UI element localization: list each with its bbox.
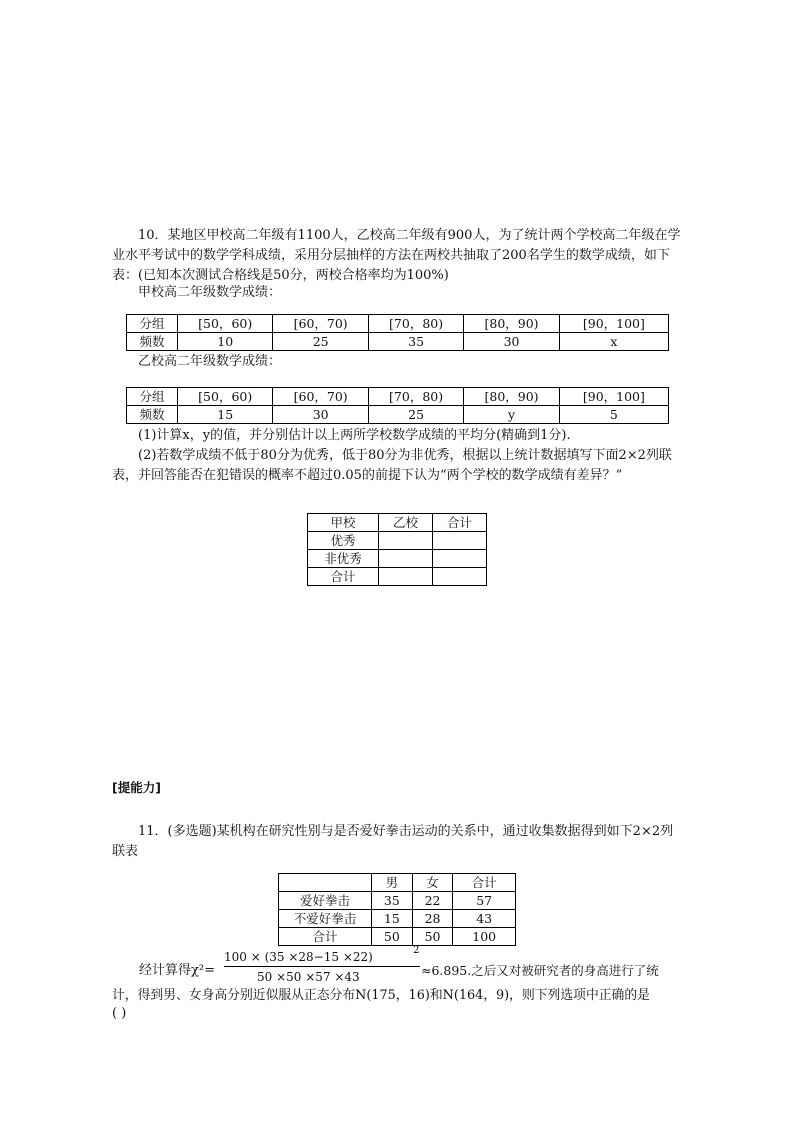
- cell: 非优秀: [308, 550, 379, 568]
- cell: x: [559, 333, 668, 351]
- cell: [60，70): [273, 388, 368, 406]
- formula-suffix: ≈6.895.之后又对被研究者的身高进行了统: [421, 963, 659, 978]
- table1-caption: 甲校高二年级数学成绩：: [138, 285, 282, 300]
- table-row: [279, 928, 516, 946]
- cell: 25: [368, 406, 463, 424]
- cell: 50: [412, 928, 453, 946]
- cell: [379, 532, 433, 550]
- cell: 分组: [127, 388, 178, 406]
- table2-caption: 乙校高二年级数学成绩：: [138, 354, 282, 369]
- cell: 10: [178, 333, 273, 351]
- cell: 合计: [308, 568, 379, 586]
- cell: [433, 550, 487, 568]
- cell: 乙校: [379, 514, 433, 532]
- cell: [60，70): [273, 315, 368, 333]
- cell: 57: [453, 892, 516, 910]
- table-jia-scores: [126, 314, 669, 351]
- q11-line2: 计，得到男、女身高分别近似服从正态分布N(175，16)和N(164，9)，则下列选项中正确的是: [112, 988, 650, 1003]
- cell: 35: [368, 333, 463, 351]
- cell: 28: [412, 910, 453, 928]
- cell: [70，80): [368, 388, 463, 406]
- cell: [70，80): [368, 315, 463, 333]
- table-row: [127, 315, 669, 333]
- cell: [433, 532, 487, 550]
- cell: 频数: [127, 333, 178, 351]
- cell: 43: [453, 910, 516, 928]
- table-contingency-blank: [307, 513, 487, 586]
- q10-part2: (2)若数学成绩不低于80分为优秀，低于80分为非优秀，根据以上统计数据填写下面2×2列联表，并回答能否在犯错误的概率不超过0.05的前提下认为“两个学校的数学成绩有差异？”: [112, 448, 672, 483]
- q11-line3: ( ): [112, 1006, 127, 1021]
- cell: 5: [559, 406, 668, 424]
- cell: [90，100]: [559, 388, 668, 406]
- cell: 22: [412, 892, 453, 910]
- cell: 30: [464, 333, 559, 351]
- table-boxing-gender: [278, 873, 516, 946]
- section-heading: [提能力]: [112, 780, 161, 795]
- cell: [50，60): [178, 388, 273, 406]
- cell: 分组: [127, 315, 178, 333]
- formula-prefix: 经计算得χ²=: [139, 963, 215, 978]
- table-row: [279, 892, 516, 910]
- cell: 频数: [127, 406, 178, 424]
- cell: [433, 568, 487, 586]
- cell: 100: [453, 928, 516, 946]
- fraction-bar: [224, 966, 420, 967]
- table-row: [308, 550, 487, 568]
- cell: [379, 550, 433, 568]
- cell: 合计: [433, 514, 487, 532]
- table-row: [127, 333, 669, 351]
- cell: 15: [372, 910, 413, 928]
- cell: y: [464, 406, 559, 424]
- table-row: [308, 568, 487, 586]
- cell: [279, 874, 372, 892]
- formula-numerator: 100 × (35 ×28−15 ×22): [224, 950, 373, 964]
- formula-denominator: 50 ×50 ×57 ×43: [257, 970, 360, 984]
- cell: 50: [372, 928, 413, 946]
- cell: [379, 568, 433, 586]
- table-row: [127, 388, 669, 406]
- cell: 男: [372, 874, 413, 892]
- table-row: [279, 910, 516, 928]
- cell: 甲校: [308, 514, 379, 532]
- cell: 35: [372, 892, 413, 910]
- table-yi-scores: [126, 387, 669, 424]
- cell: [80，90): [464, 388, 559, 406]
- q10-part1: (1)计算x，y的值，并分别估计以上两所学校数学成绩的平均分(精确到1分).: [138, 428, 571, 443]
- cell: 合计: [279, 928, 372, 946]
- cell: 爱好拳击: [279, 892, 372, 910]
- cell: 不爱好拳击: [279, 910, 372, 928]
- cell: 女: [412, 874, 453, 892]
- cell: [50，60): [178, 315, 273, 333]
- cell: 合计: [453, 874, 516, 892]
- cell: 25: [273, 333, 368, 351]
- table-row: [308, 532, 487, 550]
- table-row: [279, 874, 516, 892]
- cell: 15: [178, 406, 273, 424]
- q11-intro: 11．(多选题)某机构在研究性别与是否爱好拳击运动的关系中，通过收集数据得到如下2×2列联表: [112, 824, 674, 859]
- table-row: [308, 514, 487, 532]
- cell: [80，90): [464, 315, 559, 333]
- cell: [90，100]: [559, 315, 668, 333]
- table-row: [127, 406, 669, 424]
- q10-intro: 10．某地区甲校高二年级有1100人，乙校高二年级有900人，为了统计两个学校高二年级在学业水平考试中的数学学科成绩，采用分层抽样的方法在两校共抽取了200名学生的数学成绩，如下表：(已知本次测试合格线是50分，两校合格率均为100%): [112, 228, 681, 283]
- cell: 30: [273, 406, 368, 424]
- formula-numerator-exponent: 2: [413, 945, 420, 956]
- cell: 优秀: [308, 532, 379, 550]
